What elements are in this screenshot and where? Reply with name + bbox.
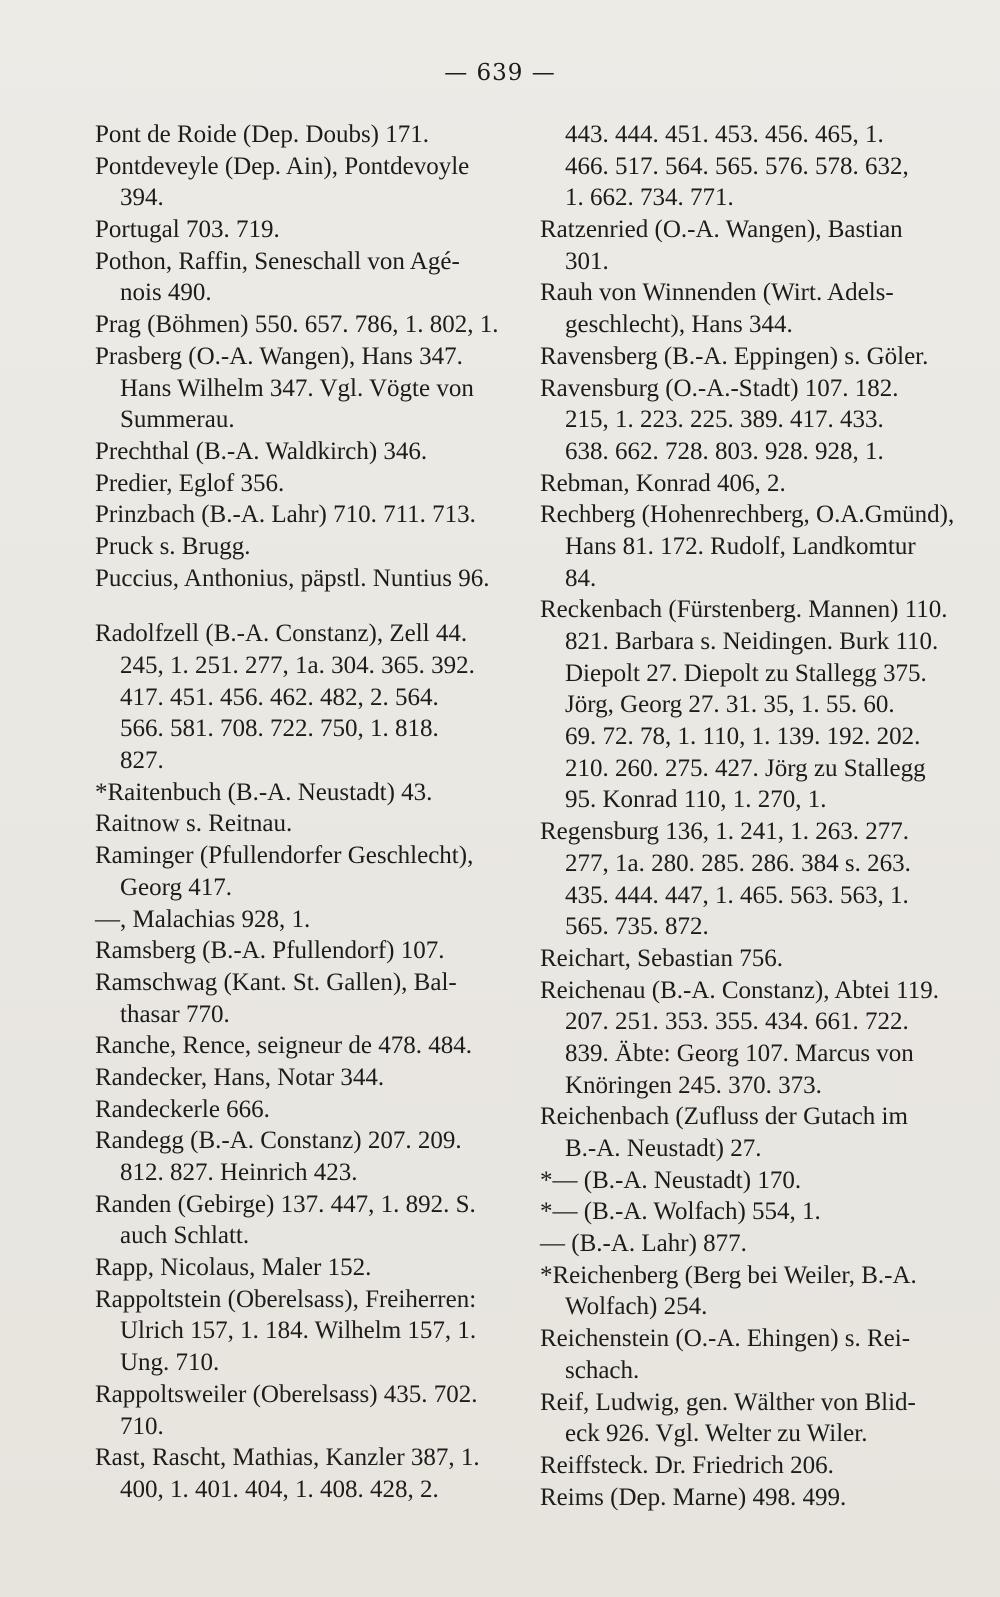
index-entry: —, Malachias 928, 1. [95,905,311,933]
index-entry-continuation: 207. 251. 353. 355. 434. 661. 722. [565,1008,909,1036]
index-entry: *— (B.-A. Wolfach) 554, 1. [540,1198,821,1226]
index-entry: Pont de Roide (Dep. Doubs) 171. [95,121,429,148]
index-entry: Rebman, Konrad 406, 2. [540,469,786,497]
index-entry-continuation: Ulrich 157, 1. 184. Wilhelm 157, 1. [120,1317,477,1345]
index-entry-continuation: 827. [120,747,164,775]
index-entry-continuation: 210. 260. 275. 427. Jörg zu Stallegg [565,754,926,782]
index-entry-continuation: eck 926. Vgl. Welter zu Wiler. [565,1420,868,1448]
index-entry: Prasberg (O.-A. Wangen), Hans 347. [95,342,463,370]
index-entry: Reims (Dep. Marne) 498. 499. [540,1483,847,1511]
index-entry: Prechthal (B.-A. Waldkirch) 346. [95,437,428,465]
section-gap [95,594,525,618]
index-entry: Randecker, Hans, Notar 344. [95,1063,385,1091]
index-entry: Puccius, Anthonius, päpstl. Nuntius 96. [95,564,490,592]
index-entry: Reckenbach (Fürstenberg. Mannen) 110. [540,596,948,624]
index-entry-continuation: 245, 1. 251. 277, 1a. 304. 365. 392. [120,652,475,679]
index-entry-continuation: Diepolt 27. Diepolt zu Stallegg 375. [565,659,927,687]
index-entry: Rappoltstein (Oberelsass), Freiherren: [95,1285,477,1313]
index-entry-continuation: 710. [120,1412,164,1440]
index-entry: Ramschwag (Kant. St. Gallen), Bal- [95,968,457,996]
index-entry-continuation: Ung. 710. [120,1349,220,1377]
index-entry: Reichenstein (O.-A. Ehingen) s. Rei- [540,1325,911,1353]
index-entry: Raitnow s. Reitnau. [95,810,293,838]
index-entry-continuation: schach. [565,1356,640,1384]
index-entry-continuation: 443. 444. 451. 453. 456. 465, 1. [565,121,884,148]
index-entry: Randeckerle 666. [95,1095,270,1123]
index-entry-continuation: 417. 451. 456. 462. 482, 2. 564. [120,683,439,711]
index-entry: Ramsberg (B.-A. Pfullendorf) 107. [95,937,445,965]
index-entry: Rauh von Winnenden (Wirt. Adels- [540,279,894,307]
index-entry-continuation: 277, 1a. 280. 285. 286. 384 s. 263. [565,849,911,877]
index-entry: Ranche, Rence, seigneur de 478. 484. [95,1032,472,1060]
index-entry: Ratzenried (O.-A. Wangen), Bastian [540,216,903,244]
index-entry-continuation: Summerau. [120,406,235,434]
index-entry: Prag (Böhmen) 550. 657. 786, 1. 802, 1. [95,311,499,339]
index-entry: — (B.-A. Lahr) 877. [540,1230,747,1258]
page-number: — 639 — [444,60,556,86]
index-entry: *Reichenberg (Berg bei Weiler, B.-A. [540,1261,917,1289]
index-entry-continuation: 466. 517. 564. 565. 576. 578. 632, [565,152,909,180]
index-entry: Predier, Eglof 356. [95,469,285,497]
index-entry: Randegg (B.-A. Constanz) 207. 209. [95,1127,462,1155]
index-entry-continuation: 839. Äbte: Georg 107. Marcus von [565,1039,914,1067]
index-entry: Ravensburg (O.-A.-Stadt) 107. 182. [540,374,899,402]
index-entry: Raminger (Pfullendorfer Geschlecht), [95,842,474,870]
index-entry-continuation: auch Schlatt. [120,1222,250,1250]
index-entry: Portugal 703. 719. [95,216,280,244]
index-entry: Pruck s. Brugg. [95,532,251,560]
index-entry-continuation: geschlecht), Hans 344. [565,311,793,339]
index-entry-continuation: thasar 770. [120,1000,230,1028]
index-entry: Rechberg (Hohenrechberg, O.A.Gmünd), [540,501,955,529]
index-entry-continuation: 394. [120,184,164,212]
index-entry: Radolfzell (B.-A. Constanz), Zell 44. [95,620,468,648]
index-entry-continuation: Knöringen 245. 370. 373. [565,1071,822,1099]
index-entry: Ravensberg (B.-A. Eppingen) s. Göler. [540,342,929,370]
index-entry-continuation: nois 490. [120,279,212,307]
index-entry: Rapp, Nicolaus, Maler 152. [95,1254,372,1282]
index-entry-continuation: 301. [565,247,609,275]
right-column [540,119,970,1513]
index-entry-continuation: 812. 827. Heinrich 423. [120,1159,358,1186]
index-entry: Rast, Rascht, Mathias, Kanzler 387, 1. [95,1444,480,1472]
index-entry-continuation: 84. [565,564,597,592]
index-entry: Reiffsteck. Dr. Friedrich 206. [540,1451,834,1479]
index-entry: Prinzbach (B.-A. Lahr) 710. 711. 713. [95,501,476,529]
index-entry-continuation: 1. 662. 734. 771. [565,184,734,212]
index-entry: Reif, Ludwig, gen. Wälther von Blid- [540,1388,916,1416]
index-entry: Rappoltsweiler (Oberelsass) 435. 702. [95,1380,478,1408]
index-entry: Reichenbach (Zufluss der Gutach im [540,1103,908,1131]
index-entry-continuation: 638. 662. 728. 803. 928. 928, 1. [565,437,884,465]
index-entry: Pothon, Raffin, Seneschall von Agé- [95,247,460,275]
index-entry-continuation: 400, 1. 401. 404, 1. 408. 428, 2. [120,1475,439,1503]
index-entry: Randen (Gebirge) 137. 447, 1. 892. S. [95,1190,476,1218]
index-entry-continuation: Wolfach) 254. [565,1293,708,1321]
index-entry-continuation: 435. 444. 447, 1. 465. 563. 563, 1. [565,881,909,909]
index-entry-continuation: Georg 417. [120,873,233,901]
index-entry: *Raitenbuch (B.-A. Neustadt) 43. [95,778,433,806]
index-entry-continuation: Jörg, Georg 27. 31. 35, 1. 55. 60. [565,691,895,719]
index-entry-continuation: Hans Wilhelm 347. Vgl. Vögte von [120,374,474,402]
index-entry: Reichart, Sebastian 756. [540,944,783,972]
index-entry-continuation: 215, 1. 223. 225. 389. 417. 433. [565,406,884,434]
index-entry: Reichenau (B.-A. Constanz), Abtei 119. [540,976,939,1004]
index-entry-continuation: B.-A. Neustadt) 27. [565,1135,762,1162]
index-entry-continuation: Hans 81. 172. Rudolf, Landkomtur [565,532,916,560]
index-entry: Pontdeveyle (Dep. Ain), Pontdevoyle [95,152,470,180]
index-entry: Regensburg 136, 1. 241, 1. 263. 277. [540,818,909,846]
index-entry-continuation: 821. Barbara s. Neidingen. Burk 110. [565,628,939,655]
index-entry-continuation: 566. 581. 708. 722. 750, 1. 818. [120,715,439,743]
index-entry-continuation: 95. Konrad 110, 1. 270, 1. [565,786,827,814]
index-entry-continuation: 69. 72. 78, 1. 110, 1. 139. 192. 202. [565,723,921,751]
index-entry-continuation: 565. 735. 872. [565,913,709,941]
index-entry: *— (B.-A. Neustadt) 170. [540,1166,802,1194]
left-column [95,119,525,1506]
